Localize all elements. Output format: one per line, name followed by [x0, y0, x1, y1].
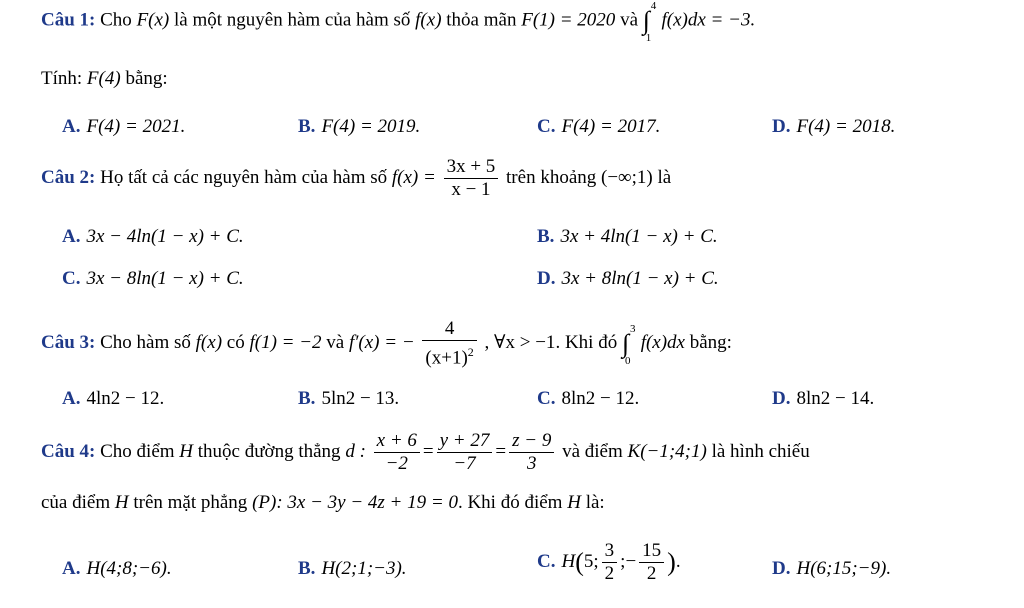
- option-label: D.: [772, 116, 791, 137]
- q4-text-a: Cho điểm: [100, 440, 175, 462]
- q2-option-d[interactable]: [537, 268, 719, 290]
- option-label: B.: [537, 226, 555, 247]
- q3-option-b[interactable]: [298, 388, 399, 410]
- q4-line2-a: của điểm: [41, 492, 111, 513]
- q1-integral: [642, 0, 657, 44]
- q4-d: d :: [345, 440, 366, 462]
- q4-stem: Câu 4: Cho điểm H thuộc đường thẳng d : $\frac{x + 6}{-2}$ = $\frac{y + 27}{-7}$ = $\frac{z - 9}{3}$ và điểm K(−1;4;1) là hình chiếu: [41, 430, 810, 474]
- q1-int-lower: 1: [645, 32, 652, 44]
- option-label: C.: [537, 116, 556, 137]
- q1-text-c: thỏa mãn: [446, 9, 517, 31]
- q4-f3-num: z − 9: [509, 430, 554, 453]
- q3-den: (x+1): [425, 347, 468, 369]
- q4-option-b[interactable]: [298, 558, 407, 580]
- q1-text-a: Cho: [100, 9, 132, 31]
- q1-f: f(x): [415, 9, 442, 31]
- q3-integral: [621, 322, 636, 367]
- q1-option-a[interactable]: [62, 116, 185, 138]
- q1-option-b[interactable]: [298, 116, 420, 138]
- q3-label: Câu 3:: [41, 332, 96, 354]
- q4-option-d[interactable]: [772, 558, 891, 580]
- q4-plane: (P): 3x − 3y − 4z + 19 = 0: [252, 492, 458, 513]
- q1-compute: [41, 68, 168, 90]
- option-label: D.: [537, 268, 556, 289]
- option-text: F(4) = 2018.: [796, 116, 896, 137]
- q1-label: Câu 1:: [41, 9, 96, 31]
- option-text: F(4) = 2021.: [86, 116, 186, 137]
- q1-F: F(x): [136, 9, 170, 31]
- q2-f-lhs: f(x) =: [391, 166, 436, 188]
- q1-option-d[interactable]: [772, 116, 895, 138]
- option-text: H(2;1;−3).: [321, 558, 407, 579]
- q4-f2-den: −7: [453, 453, 476, 474]
- q3-int-upper: 3: [629, 322, 636, 335]
- q2-interval: (−∞;1): [601, 166, 653, 188]
- option-label: C.: [62, 268, 81, 289]
- q3-den-wrap: [422, 341, 476, 369]
- q3-text-c: . Khi đó: [555, 332, 618, 354]
- q3-fraction: [422, 318, 476, 369]
- q2-stem: [41, 156, 671, 201]
- q3-text-d: bằng:: [689, 332, 732, 354]
- q1-cond: F(1) = 2020: [521, 9, 616, 31]
- q1-compute-expr: F(4): [86, 68, 121, 89]
- q2-option-a[interactable]: [62, 226, 244, 248]
- q4-K: K(−1;4;1): [627, 440, 707, 462]
- q4-f1-num: x + 6: [374, 430, 420, 453]
- option-text: 8ln2 − 14.: [796, 388, 875, 409]
- q3-den-exp: 2: [467, 345, 474, 359]
- option-c-mid: ;−: [620, 550, 637, 572]
- q3-int-expr: f(x)dx: [640, 332, 685, 354]
- q4-fraction-3: [509, 430, 554, 475]
- option-text: 3x + 8ln(1 − x) + C.: [561, 268, 719, 289]
- option-label: B.: [298, 558, 316, 579]
- q4-f1-den: −2: [385, 453, 408, 474]
- option-text: F(4) = 2017.: [561, 116, 661, 137]
- q4-fraction-1: [374, 430, 420, 475]
- q4-option-c[interactable]: [537, 540, 681, 585]
- q1-stem: [41, 0, 756, 44]
- option-c-den2: 2: [646, 563, 657, 584]
- q1-compute-tail: bằng:: [125, 68, 168, 89]
- q4-option-a[interactable]: [62, 558, 172, 580]
- q4-line2-H2: H: [567, 492, 581, 513]
- option-label: B.: [298, 388, 316, 409]
- q1-compute-label: Tính:: [41, 68, 83, 89]
- q3-and: và: [326, 332, 345, 354]
- q3-int-lower: 0: [624, 354, 631, 367]
- q4-text-d: là hình chiếu: [711, 440, 810, 462]
- option-text: H(6;15;−9).: [796, 558, 892, 579]
- q3-f: f(x): [195, 332, 223, 354]
- integral-icon: ∫: [621, 328, 630, 358]
- q3-forall: , ∀x > −1: [484, 332, 556, 354]
- option-label: B.: [298, 116, 316, 137]
- q4-f3-den: 3: [526, 453, 537, 474]
- option-label: D.: [772, 388, 791, 409]
- q3-stem: [41, 318, 732, 369]
- q2-option-c[interactable]: [62, 268, 244, 290]
- q3-text-a: Cho hàm số: [100, 332, 191, 354]
- q2-text-c: là: [657, 166, 672, 188]
- q2-label: Câu 2:: [41, 166, 96, 188]
- q2-text-a: Họ tất cả các nguyên hàm của hàm số: [100, 166, 388, 188]
- q1-text-b: là một nguyên hàm của hàm số: [174, 9, 411, 31]
- option-text: 3x − 8ln(1 − x) + C.: [86, 268, 244, 289]
- option-c-frac-2: [639, 540, 664, 585]
- paren-right: ): [667, 547, 676, 577]
- q4-H: H: [179, 440, 194, 462]
- q3-option-d[interactable]: [772, 388, 874, 410]
- q4-f2-num: y + 27: [437, 430, 493, 453]
- option-c-num1: 3: [602, 540, 618, 563]
- option-c-a: 5;: [583, 550, 599, 572]
- option-text: F(4) = 2019.: [321, 116, 421, 137]
- q1-option-c[interactable]: [537, 116, 660, 138]
- q4-line2-b: trên mặt phẳng: [133, 492, 248, 513]
- option-label: D.: [772, 558, 791, 579]
- q4-line2-d: là:: [585, 492, 605, 513]
- q2-num: 3x + 5: [444, 156, 499, 179]
- q3-option-a[interactable]: [62, 388, 164, 410]
- q2-text-b: trên khoảng: [506, 166, 597, 188]
- option-label: C.: [537, 388, 556, 409]
- q3-num: 4: [422, 318, 476, 341]
- q3-deriv-lhs: f′(x) = −: [348, 332, 415, 354]
- option-text: 4ln2 − 12.: [86, 388, 165, 409]
- option-label: A.: [62, 558, 81, 579]
- option-label: A.: [62, 116, 81, 137]
- option-text: 5ln2 − 13.: [321, 388, 400, 409]
- q2-option-b[interactable]: [537, 226, 718, 248]
- q4-text-b: thuộc đường thẳng: [197, 440, 341, 462]
- q1-and: và: [620, 9, 638, 31]
- q3-option-c[interactable]: [537, 388, 639, 410]
- q4-line2-c: . Khi đó điểm: [457, 492, 563, 513]
- option-text: 3x − 4ln(1 − x) + C.: [86, 226, 244, 247]
- q3-cond: f(1) = −2: [249, 332, 322, 354]
- option-c-H: H: [561, 550, 576, 572]
- option-c-post: .: [675, 550, 681, 572]
- q4-label: Câu 4:: [41, 440, 96, 462]
- option-c-num2: 15: [639, 540, 664, 563]
- q4-text-c: và điểm: [562, 440, 623, 462]
- q4-stem-line2: [41, 492, 605, 514]
- option-label: C.: [537, 550, 556, 572]
- q4-line2-H: H: [114, 492, 129, 513]
- option-text: 8ln2 − 12.: [561, 388, 640, 409]
- paren-left: (: [575, 547, 584, 577]
- q1-int-upper: 4: [650, 0, 657, 12]
- q2-den: x − 1: [451, 179, 491, 200]
- q1-int-expr: f(x)dx = −3.: [661, 9, 756, 31]
- option-c-den1: 2: [604, 563, 615, 584]
- option-c-frac-1: [602, 540, 618, 585]
- option-label: A.: [62, 388, 81, 409]
- option-text: H(4;8;−6).: [86, 558, 172, 579]
- integral-icon: ∫: [642, 6, 650, 35]
- option-text: 3x + 4ln(1 − x) + C.: [560, 226, 718, 247]
- q3-text-b: có: [226, 332, 245, 354]
- q2-fraction: [444, 156, 499, 201]
- option-label: A.: [62, 226, 81, 247]
- q4-fraction-2: [437, 430, 493, 475]
